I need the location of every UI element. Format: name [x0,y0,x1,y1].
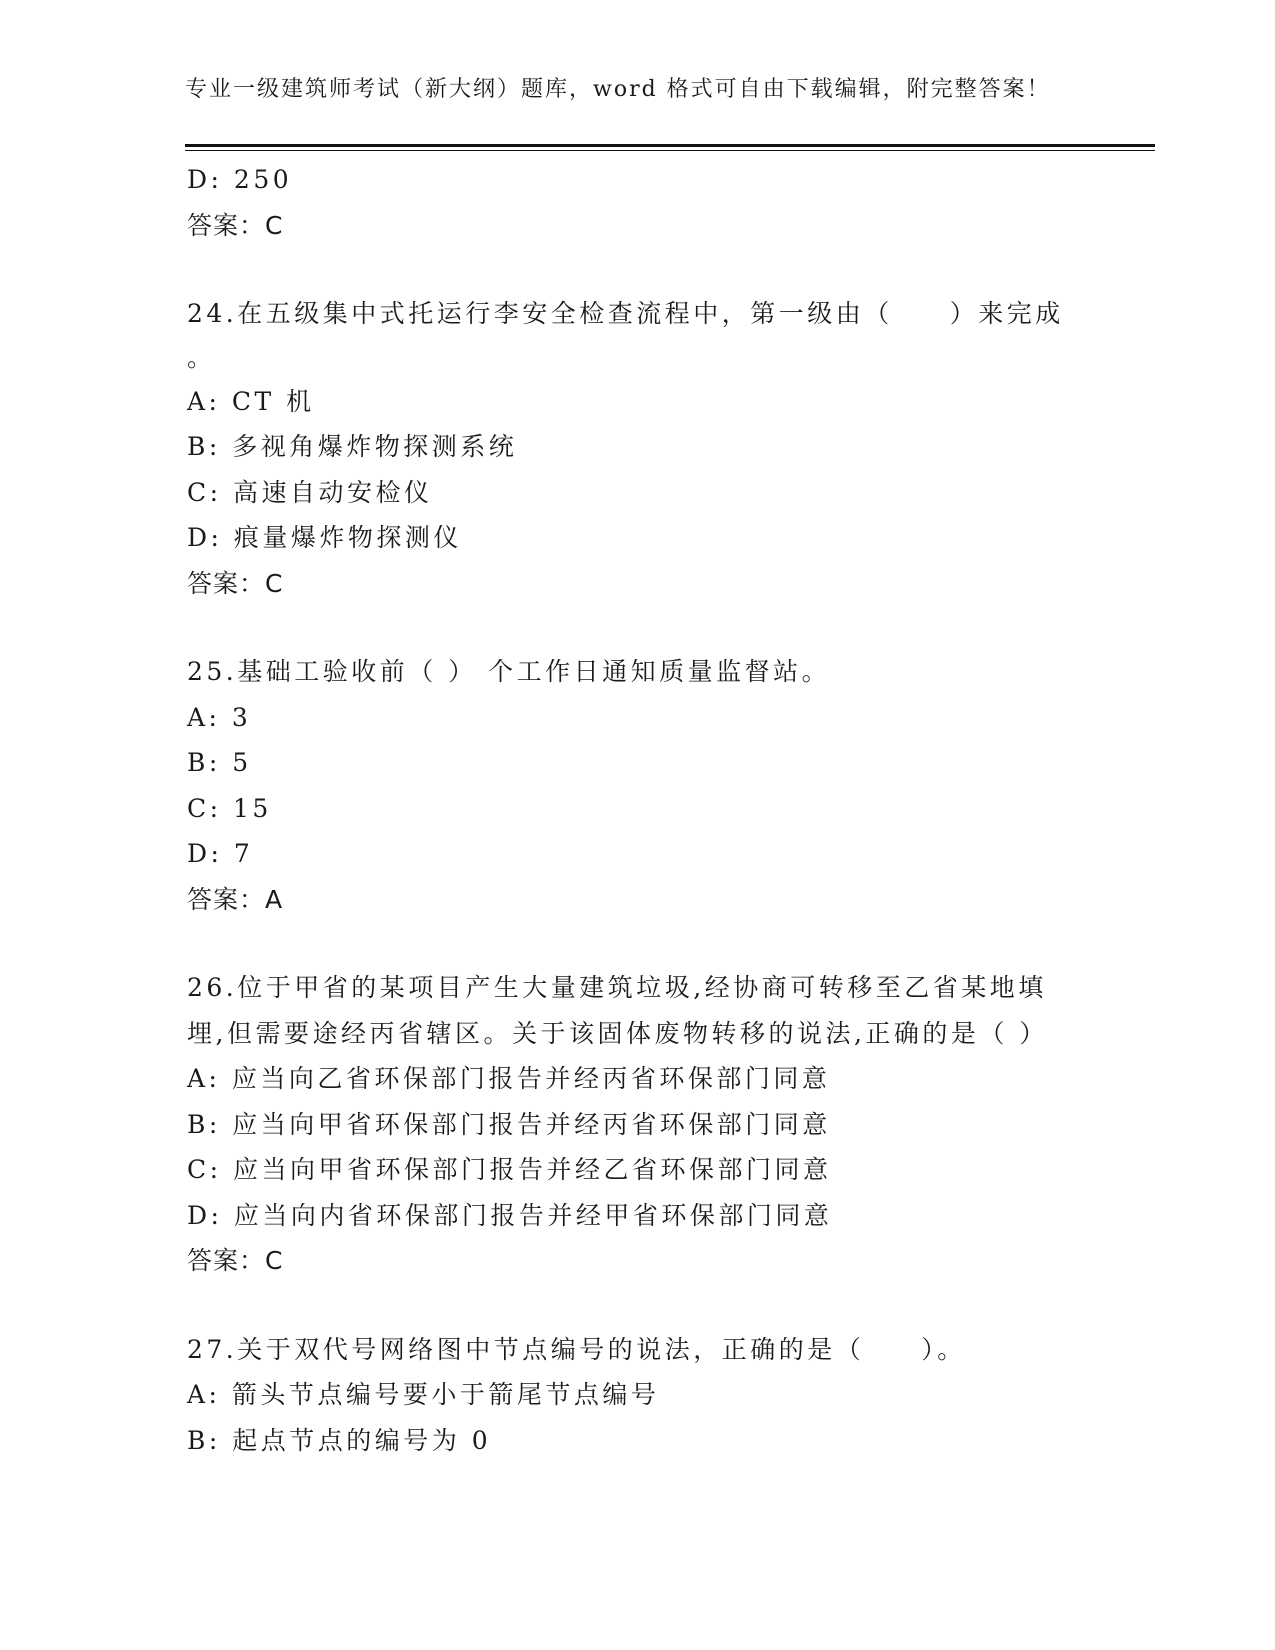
q26-answer: 答案：C [187,1246,284,1275]
header-rule-thin [185,150,1155,151]
q26-option-a: A: 应当向乙省环保部门报告并经丙省环保部门同意 [187,1064,831,1093]
q24-option-d: D: 痕量爆炸物探测仪 [187,523,462,552]
q26-option-b: B: 应当向甲省环保部门报告并经丙省环保部门同意 [187,1109,831,1139]
q24-option-c: C: 高速自动安检仪 [187,477,433,507]
q27-option-a: A: 箭头节点编号要小于箭尾节点编号 [187,1380,660,1409]
spacer [187,1284,1087,1327]
q27-option-b: B: 起点节点的编号为 0 [187,1425,492,1455]
spacer [187,606,1087,649]
q25-option-a: A: 3 [187,702,252,732]
q24-stem: 24.在五级集中式托运行李安全检查流程中，第一级由（ ）来完成 [187,299,1064,328]
header-rule-thick [185,144,1155,147]
q25-option-c: C: 15 [187,793,272,823]
spacer [187,248,1087,291]
q24-option-b: B: 多视角爆炸物探测系统 [187,432,518,461]
q24-answer: 答案：C [187,568,284,598]
q24-option-a: A: CT 机 [187,386,315,416]
q26-option-c: C: 应当向甲省环保部门报告并经乙省环保部门同意 [187,1155,832,1184]
spacer [187,922,1087,965]
question-content [187,157,1087,1463]
q25-answer: 答案：A [187,884,284,914]
q25-stem: 25.基础工验收前（ ） 个工作日通知质量监督站。 [187,657,831,686]
page-header: 专业一级建筑师考试（新大纲）题库，word 格式可自由下载编辑，附完整答案！ [185,77,1051,102]
q27-stem: 27.关于双代号网络图中节点编号的说法，正确的是（ ）。 [187,1334,966,1364]
q26-stem: 26.位于甲省的某项目产生大量建筑垃圾,经协商可转移至乙省某地填 [187,973,1047,1002]
q23-answer: 答案：C [187,210,284,240]
q25-option-b: B: 5 [187,748,252,777]
q26-stem-cont: 埋,但需要途经丙省辖区。关于该固体废物转移的说法,正确的是（ ） [187,1018,1048,1048]
q26-option-d: D: 应当向内省环保部门报告并经甲省环保部门同意 [187,1200,833,1230]
q25-option-d: D: 7 [187,839,254,868]
q23-option-d: D: 250 [187,165,293,194]
q24-stem-cont: 。 [187,342,216,372]
